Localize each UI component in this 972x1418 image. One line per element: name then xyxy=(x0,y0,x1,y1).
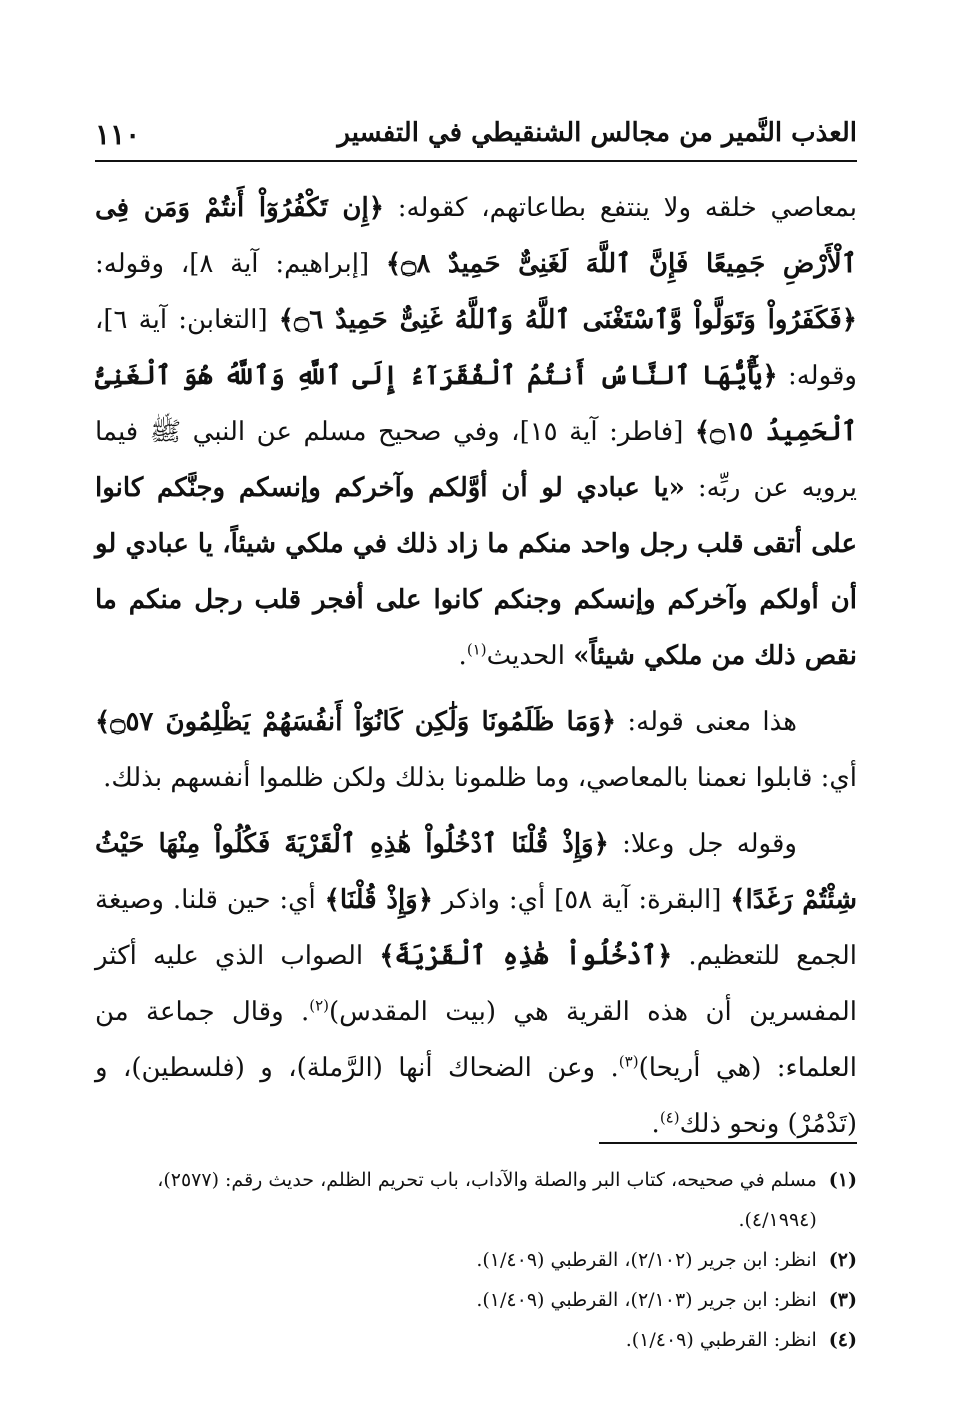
footnote-number: (٣) xyxy=(828,1289,857,1311)
page-number: ١١٠ xyxy=(95,118,141,151)
p1-end: . xyxy=(458,641,467,671)
p1-ref-2: [التغابن: آية ٦]، وقوله: xyxy=(95,305,857,391)
paragraph-1 xyxy=(95,180,857,684)
p3-end: . xyxy=(651,1109,660,1139)
quran-verse-araf-57: ﴿وَمَا ظَلَمُونَا وَلَٰكِن كَانُوٓاْ أَنفُسَهُمْ يَظْلِمُونَ ۝٥٧﴾ xyxy=(95,707,617,737)
p3-mid-1: أي: حين قلنا. وصيغة الجمع للتعظيم. xyxy=(95,885,857,971)
p3-mid-4: . وعن الضحاك أنها (الرَّملة)، و (فلسطين)، و (تَدْمُرْ) ونحو ذلك xyxy=(95,1053,857,1139)
quran-verse-baqara-58: ﴿وَإِذْ قُلْنَا ٱدْخُلُواْ هَٰذِهِ ٱلْقَرْيَةَ فَكُلُواْ مِنْهَا حَيْثُ شِئْتُمْ رَغَدًا﴾ xyxy=(95,829,857,915)
footnote-text: انظر: ابن جرير (٢/١٠٣)، القرطبي (١/٤٠٩). xyxy=(476,1289,817,1311)
footnote-number: (٢) xyxy=(828,1249,857,1271)
p3-lead: وقوله جل وعلا: xyxy=(608,829,797,859)
footnote-text: مسلم في صحيحه، كتاب البر والصلة والآداب، باب تحريم الظلم، حديث رقم: (٢٥٧٧)، (٤/١٩٩٤). xyxy=(157,1169,817,1231)
p2-tail: أي: قابلوا نعمنا بالمعاصي، وما ظلمونا بذلك ولكن ظلموا أنفسهم بذلك. xyxy=(103,763,857,793)
footnotes xyxy=(95,1160,857,1360)
footnote-number: (١) xyxy=(828,1169,857,1191)
footnote-ref-4[interactable]: (٤) xyxy=(659,1108,680,1127)
quran-verse-ibrahim-8: ﴿إِن تَكْفُرُوٓاْ أَنتُمْ وَمَن فِى ٱلْأَرْضِ جَمِيعًا فَإِنَّ ٱللَّهَ لَغَنِىٌّ حَمِيدٌ ۝٨﴾ xyxy=(95,193,857,279)
footnote-ref-2[interactable]: (٢) xyxy=(309,996,330,1015)
p3-mid-3: . وقال جماعة من العلماء: (هي أريحا) xyxy=(95,997,857,1083)
p1-tail: الحديث xyxy=(486,641,574,671)
p1-ref-3: [فاطر: آية ١٥]، وفي صحيح مسلم عن النبي ﷺ فيما يرويه عن ربِّه: xyxy=(95,417,857,503)
running-title: العذب النَّمير من مجالس الشنقيطي في التفسير xyxy=(337,118,857,148)
body-text xyxy=(95,180,857,1162)
footnote-ref-3[interactable]: (٣) xyxy=(618,1052,639,1071)
footnote-3 xyxy=(95,1280,857,1320)
p2-lead: هذا معنى قوله: xyxy=(616,707,797,737)
p3-ref-1: [البقرة: آية ٥٨] أي: واذكر xyxy=(432,885,731,915)
hadith-quote: «يا عبادي لو أن أوَّلكم وآخركم وإنسكم وجنَّكم كانوا على أتقى قلب رجل واحد منكم ما زاد ذلك في ملكي شيئاً، يا عبادي لو أن أولكم وآخركم وإنسكم وجنكم كانوا على أفجر قلب رجل منكم ما نقص ذلك من ملكي شيئاً» xyxy=(95,473,857,671)
quran-verse-fatir-15: ﴿يَٰٓأَيُّهَا ٱلنَّاسُ أَنتُمُ ٱلْفُقَرَآءُ إِلَى ٱللَّهِ وَٱللَّهُ هُوَ ٱلْغَنِىُّ ٱلْحَمِيدُ ۝١٥﴾ xyxy=(95,361,857,447)
page-header xyxy=(95,112,857,160)
footnote-1 xyxy=(95,1160,857,1240)
p1-ref-1: [إبراهيم: آية ٨]، وقوله: xyxy=(95,249,386,279)
footnote-4 xyxy=(95,1320,857,1360)
paragraph-2 xyxy=(95,694,857,806)
p1-lead: بمعاصي خلقه ولا ينتفع بطاعاتهم، كقوله: xyxy=(383,193,858,223)
footnote-2 xyxy=(95,1240,857,1280)
header-rule xyxy=(95,160,857,162)
paragraph-3 xyxy=(95,816,857,1152)
footnote-rule xyxy=(599,1142,857,1144)
footnote-ref-1[interactable]: (١) xyxy=(466,640,487,659)
footnote-text: انظر: القرطبي (١/٤٠٩). xyxy=(625,1329,817,1351)
quran-phrase-udkhulu: ﴿ٱدْخُلُواْ هَٰذِهِ ٱلْقَرْيَةَ﴾ xyxy=(379,941,673,971)
quran-phrase-wa-idh-qulna: ﴿وَإِذْ قُلْنَا﴾ xyxy=(324,885,433,915)
quran-verse-taghabun-6: ﴿فَكَفَرُواْ وَتَوَلَّواْ وَّٱسْتَغْنَى ٱللَّهُ وَٱللَّهُ غَنِىٌّ حَمِيدٌ ۝٦﴾ xyxy=(278,305,857,335)
p3-mid-2: الصواب الذي عليه أكثر المفسرين أن هذه القرية هي (بيت المقدس) xyxy=(95,941,857,1027)
footnote-number: (٤) xyxy=(828,1329,857,1351)
footnote-text: انظر: ابن جرير (٢/١٠٢)، القرطبي (١/٤٠٩). xyxy=(476,1249,817,1271)
